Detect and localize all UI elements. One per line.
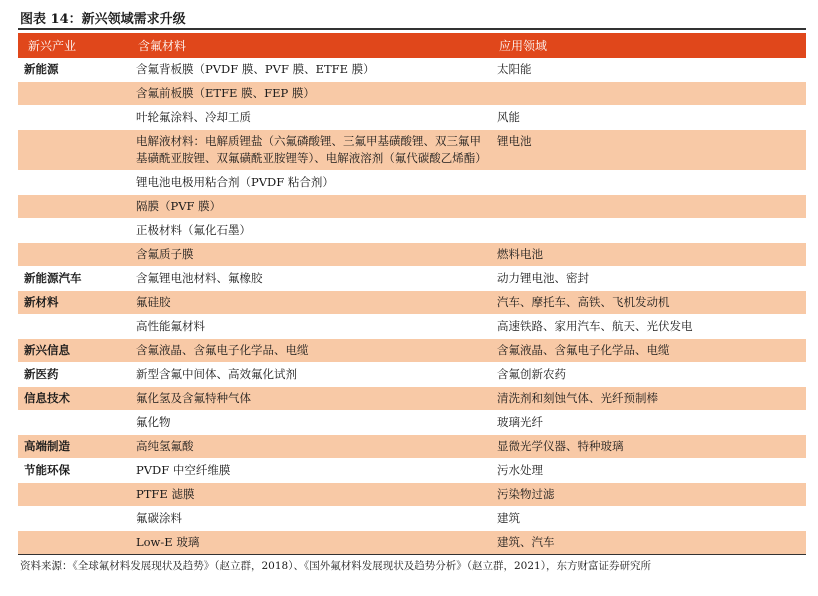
material-cell: 含氟液晶、含氟电子化学品、电缆 <box>128 339 489 363</box>
material-cell: PVDF 中空纤维膜 <box>128 459 489 483</box>
industry-cell <box>18 507 128 531</box>
table-row <box>18 507 806 531</box>
application-cell: 风能 <box>489 106 806 130</box>
material-cell: 高纯氢氟酸 <box>128 435 489 459</box>
material-cell: 高性能氟材料 <box>128 315 489 339</box>
application-cell <box>489 219 806 243</box>
table-row <box>18 171 806 195</box>
application-cell <box>489 195 806 219</box>
material-cell: 叶轮氟涂料、冷却工质 <box>128 106 489 130</box>
material-cell: 氟化氢及含氟特种气体 <box>128 387 489 411</box>
industry-cell: 高端制造 <box>18 435 128 459</box>
industry-cell: 新能源汽车 <box>18 267 128 291</box>
industry-cell <box>18 483 128 507</box>
table-row <box>18 195 806 219</box>
material-cell: 含氟锂电池材料、氟橡胶 <box>128 267 489 291</box>
top-rule <box>18 28 806 30</box>
bottom-rule <box>18 554 806 555</box>
application-cell: 建筑、汽车 <box>489 531 806 555</box>
material-cell: 氟硅胶 <box>128 291 489 315</box>
material-cell: 含氟前板膜（ETFE 膜、FEP 膜） <box>128 82 489 106</box>
application-cell: 含氟液晶、含氟电子化学品、电缆 <box>489 339 806 363</box>
industry-cell <box>18 531 128 555</box>
table-header-row <box>18 33 806 58</box>
table-row <box>18 531 806 555</box>
industry-cell: 新医药 <box>18 363 128 387</box>
application-cell: 污染物过滤 <box>489 483 806 507</box>
table-row <box>18 219 806 243</box>
industry-cell: 新兴信息 <box>18 339 128 363</box>
table-row <box>18 363 806 387</box>
application-cell: 含氟创新农药 <box>489 363 806 387</box>
figure-title: 图表 14：新兴领域需求升级 <box>20 12 186 27</box>
table-row <box>18 58 806 82</box>
table-row <box>18 339 806 363</box>
source-note: 资料来源：《全球氟材料发展现状及趋势》（赵立群，2018）、《国外氟材料发展现状及趋势分析》（赵立群，2021），东方财富证券研究所 <box>20 560 651 572</box>
table-row <box>18 483 806 507</box>
table-row <box>18 243 806 267</box>
material-cell: 新型含氟中间体、高效氟化试剂 <box>128 363 489 387</box>
application-cell: 太阳能 <box>497 62 532 76</box>
table-row <box>18 130 806 171</box>
industry-cell <box>18 315 128 339</box>
application-cell: 清洗剂和刻蚀气体、光纤预制棒 <box>489 387 806 411</box>
industry-cell <box>18 219 128 243</box>
table-row <box>18 435 806 459</box>
table-row <box>18 459 806 483</box>
material-cell: 含氟质子膜 <box>128 243 489 267</box>
material-cell: PTFE 滤膜 <box>128 483 489 507</box>
application-cell: 污水处理 <box>489 459 806 483</box>
industry-cell: 新能源 <box>24 62 59 76</box>
application-cell <box>489 171 806 195</box>
header-material: 含氟材料 <box>128 33 489 58</box>
application-cell: 建筑 <box>489 507 806 531</box>
industry-cell <box>18 82 128 106</box>
industry-cell: 新材料 <box>18 291 128 315</box>
application-cell: 锂电池 <box>489 130 806 171</box>
industry-cell: 节能环保 <box>18 459 128 483</box>
industry-cell <box>18 130 128 171</box>
material-cell: Low-E 玻璃 <box>128 531 489 555</box>
material-cell: 氟碳涂料 <box>128 507 489 531</box>
header-application: 应用领域 <box>489 33 806 58</box>
material-cell: 电解液材料：电解质锂盐（六氟磷酸锂、三氟甲基磺酸锂、双三氟甲基磺酰亚胺锂、双氟磺酰亚胺锂等）、电解液溶剂（氟代碳酸乙烯酯） <box>128 130 489 171</box>
application-cell: 汽车、摩托车、高铁、飞机发动机 <box>489 291 806 315</box>
industry-cell <box>18 243 128 267</box>
table-row <box>18 315 806 339</box>
industry-cell <box>18 171 128 195</box>
application-cell: 高速铁路、家用汽车、航天、光伏发电 <box>489 315 806 339</box>
material-cell: 隔膜（PVF 膜） <box>128 195 489 219</box>
application-cell: 燃料电池 <box>489 243 806 267</box>
table-row <box>18 387 806 411</box>
material-cell: 锂电池电极用粘合剂（PVDF 粘合剂） <box>128 171 489 195</box>
industry-cell <box>18 195 128 219</box>
header-industry: 新兴产业 <box>18 33 128 58</box>
application-cell: 显微光学仪器、特种玻璃 <box>489 435 806 459</box>
table-row <box>18 82 806 106</box>
fluorine-demand-table <box>18 33 806 554</box>
table-body <box>18 58 806 554</box>
table-row <box>18 291 806 315</box>
table-row <box>18 267 806 291</box>
material-cell: 氟化物 <box>128 411 489 435</box>
application-cell: 动力锂电池、密封 <box>489 267 806 291</box>
material-cell: 正极材料（氟化石墨） <box>128 219 489 243</box>
table-row <box>18 106 806 130</box>
application-cell <box>489 82 806 106</box>
material-cell: 含氟背板膜（PVDF 膜、PVF 膜、ETFE 膜） <box>136 62 375 76</box>
industry-cell <box>18 411 128 435</box>
industry-cell: 信息技术 <box>18 387 128 411</box>
table-row <box>18 411 806 435</box>
application-cell: 玻璃光纤 <box>489 411 806 435</box>
industry-cell <box>18 106 128 130</box>
